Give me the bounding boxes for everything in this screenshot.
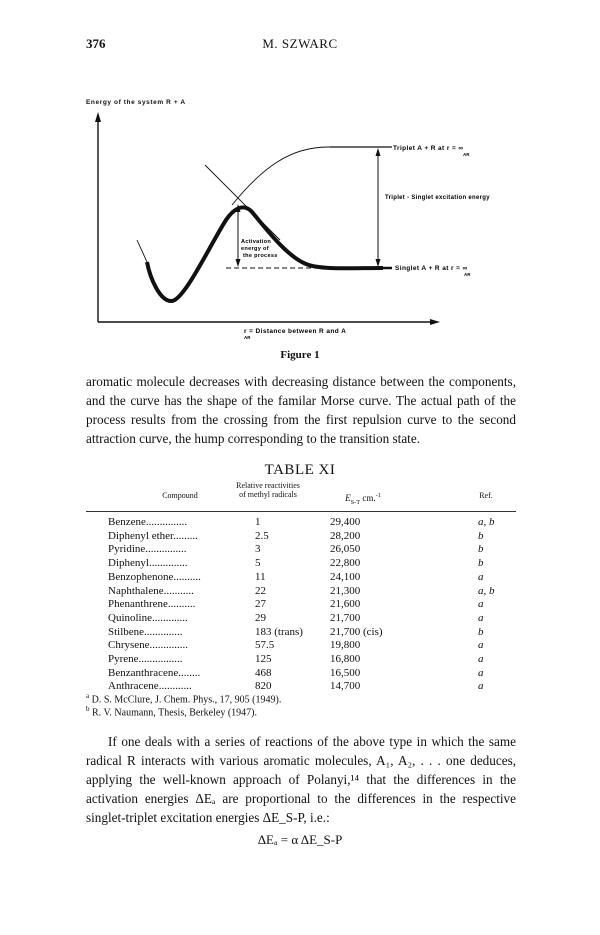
reactivity-cell: 22 — [255, 584, 266, 597]
reactivity-cell: 1 — [255, 516, 261, 528]
x-axis-arrowhead — [430, 319, 440, 325]
compound-cell: Benzophenone.......... — [108, 570, 201, 583]
ref-cell: a — [478, 598, 484, 611]
es-t-subscript: S-T — [350, 498, 361, 506]
es-t-cell: 29,400 — [330, 516, 361, 528]
reactivity-cell: 27 — [255, 598, 266, 611]
footnote-a-mark: a — [86, 692, 90, 700]
reactivity-cell: 57.5 — [255, 639, 275, 652]
reactivity-cell: 2.5 — [255, 529, 269, 542]
reactivity-cell: 5 — [255, 557, 261, 570]
x-axis-label: r = Distance between R and A — [244, 328, 347, 335]
ref-cell: a — [478, 639, 484, 652]
es-t-cell: 26,050 — [330, 543, 361, 556]
es-t-cell: 19,800 — [330, 639, 361, 652]
reactivity-cell: 820 — [255, 680, 272, 693]
left-branch — [137, 240, 147, 262]
ref-cell: a — [478, 680, 484, 693]
compound-cell: Pyrene................ — [108, 653, 183, 665]
footnote-b-mark: b — [86, 705, 90, 713]
x-axis-label-subscript: AR — [244, 335, 251, 340]
ref-cell: b — [478, 557, 484, 570]
ref-cell: a — [478, 666, 484, 679]
paragraph-morse-curve: aromatic molecule decreases with decreasing distance between the components, and the curve has the shape of the familar Morse curve. The actual path of the process results from the crossing from the first repulsion curve to the second attraction curve, the hump corresponding to the transition state. — [86, 374, 516, 446]
table-row — [0, 556, 600, 570]
compound-cell: Diphenyl ether......... — [108, 529, 198, 542]
table-row — [0, 515, 600, 529]
es-t-cell: 22,800 — [330, 557, 361, 570]
compound-cell: Phenanthrene.......... — [108, 598, 196, 611]
reactivity-cell: 183 (trans) — [255, 625, 303, 638]
energy-diagram — [0, 0, 600, 360]
activation-label-line-2: energy of — [241, 246, 269, 252]
table-row — [0, 529, 600, 543]
table-row — [0, 666, 600, 680]
y-axis-arrowhead — [95, 112, 101, 122]
triplet-label: Triplet A + R at r = ∞ — [393, 145, 464, 152]
footnote-b — [86, 703, 257, 719]
compound-cell: Quinoline............. — [108, 611, 188, 624]
footnote-a-text: D. S. McClure, J. Chem. Phys., 17, 905 (1949). — [89, 694, 282, 706]
es-t-cell: 21,700 — [330, 611, 361, 624]
reactivity-cell: 3 — [255, 543, 261, 556]
reactivity-cell: 29 — [255, 611, 266, 624]
triplet-curve — [232, 147, 383, 205]
table-row — [0, 652, 600, 666]
activation-label-line-3: the process — [243, 253, 278, 259]
compound-cell: Benzanthracene........ — [108, 666, 201, 679]
footnote-b-text: R. V. Naumann, Thesis, Berkeley (1947). — [89, 707, 257, 719]
es-t-cell: 24,100 — [330, 570, 361, 583]
ref-cell: b — [478, 625, 484, 638]
table-row — [0, 584, 600, 598]
es-t-unit: cm. — [360, 493, 376, 503]
es-t-superscript: -1 — [375, 492, 381, 499]
table-row — [0, 597, 600, 611]
table-header-ref: Ref. — [479, 491, 493, 500]
running-head: M. SZWARC — [262, 36, 338, 51]
es-t-cell: 21,700 (cis) — [330, 625, 383, 638]
table-header-compound: Compound — [162, 491, 198, 500]
triplet-label-subscript: AR — [463, 152, 470, 157]
activation-label-line-1: Activation — [241, 239, 272, 245]
es-t-cell: 21,600 — [330, 598, 361, 611]
table-row — [0, 542, 600, 556]
compound-cell: Anthracene............ — [108, 680, 192, 693]
figure-y-axis-label: Energy of the system R + A — [86, 99, 186, 106]
table-header-rule — [86, 511, 516, 512]
table-row — [0, 611, 600, 625]
table-row — [0, 570, 600, 584]
es-t-cell: 16,800 — [330, 653, 361, 665]
repulsion-curve — [205, 165, 280, 240]
ref-cell: a — [478, 570, 484, 583]
compound-cell: Naphthalene........... — [108, 584, 194, 597]
compound-cell: Stilbene.............. — [108, 625, 183, 638]
paragraph-polanyi: If one deals with a series of reactions of the above type in which the same radical R interacts with various aromatic molecules, A₁, A₂, . . . one deduces, applying the well-known approach of Polanyi,¹⁴ that the differences in the activation energies ΔEₐ are proportional to the differences in the respective singlet-triplet excitation energies ΔE_S-P, i.e.: — [86, 734, 516, 825]
ref-cell: a, b — [478, 516, 495, 528]
page-number: 376 — [86, 36, 106, 51]
table-header-es-t — [318, 491, 408, 507]
table-row — [0, 625, 600, 639]
figure-caption: Figure 1 — [280, 349, 320, 361]
ref-cell: b — [478, 529, 484, 542]
table-header-reactivity — [218, 481, 318, 499]
reactivity-cell: 125 — [255, 653, 272, 665]
ref-cell: a, b — [478, 584, 495, 597]
equation: ΔEₐ = α ΔE_S-P — [257, 832, 343, 847]
compound-cell: Pyridine............... — [108, 543, 187, 556]
reactivity-cell: 11 — [255, 570, 266, 583]
table-title: TABLE XI — [264, 462, 336, 478]
excitation-energy-label: Triplet - Singlet excitation energy — [385, 195, 490, 201]
compound-cell: Benzene............... — [108, 516, 188, 528]
ref-cell: a — [478, 653, 484, 665]
es-t-cell: 21,300 — [330, 584, 361, 597]
compound-cell: Chrysene.............. — [108, 639, 189, 652]
table-row — [0, 638, 600, 652]
table-header-reactivity-line-2: of methyl radicals — [239, 490, 297, 499]
ref-cell: a — [478, 611, 484, 624]
reactivity-cell: 468 — [255, 666, 272, 679]
es-t-cell: 28,200 — [330, 529, 361, 542]
compound-cell: Diphenyl.............. — [108, 557, 188, 570]
singlet-label: Singlet A + R at r = ∞ — [395, 265, 468, 272]
ref-cell: b — [478, 543, 484, 556]
table-header-reactivity-line-1: Relative reactivities — [236, 481, 300, 490]
es-t-cell: 14,700 — [330, 680, 361, 693]
es-t-symbol: E — [345, 493, 351, 503]
singlet-label-subscript: AR — [464, 272, 471, 277]
es-t-cell: 16,500 — [330, 666, 361, 679]
